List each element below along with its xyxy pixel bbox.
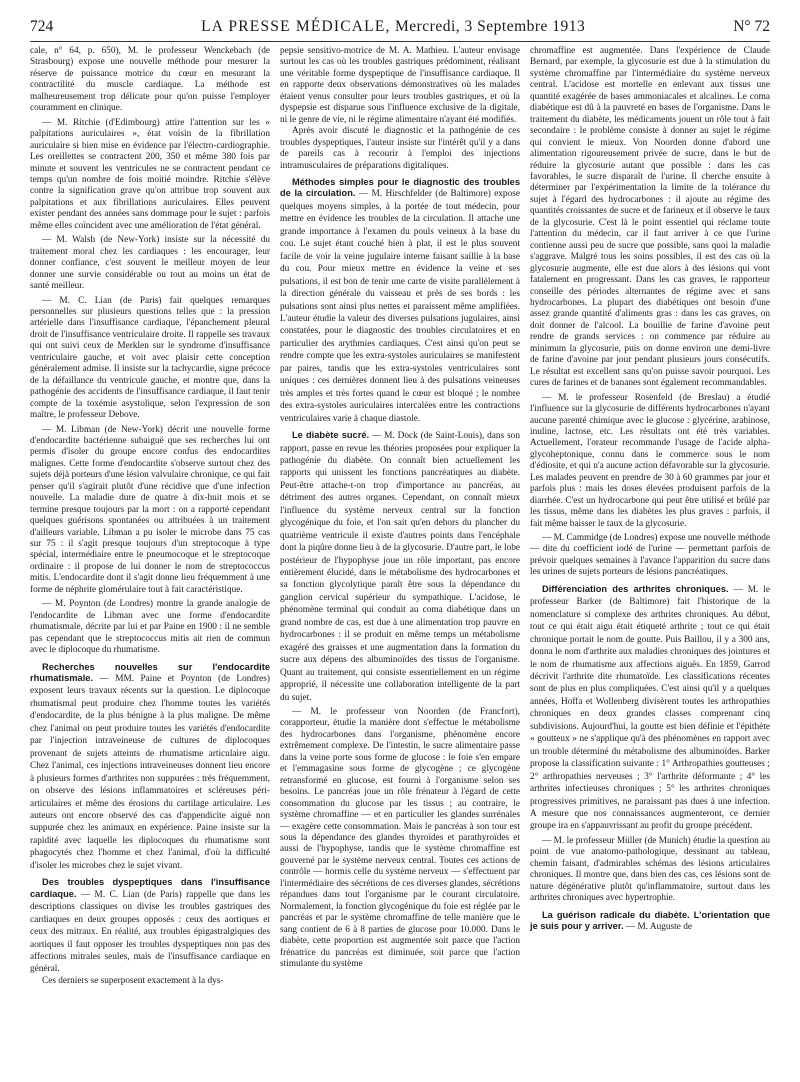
article-columns xyxy=(30,46,770,1076)
heading-text: — M. le professeur Barker (de Baltimore) fait l'historique de la nomenclature si complexe des arthrites chroniques. Au début, tout ce qui était aigu était étiqueté arthrite ; tout ce qui était chronique portait le nom de goutte. Puis Baillou, il y a 300 ans, donna le nom d'arthrite aux maladies chroniques des jointures et le nom de rhumatisme aux affections aiguës. En 1859, Garrod décrivit l'arthrite dite rhumatoïde. Les classifications récentes sont de plus en plus compliquées. C'est ainsi qu'il y a quelques années, Hoffa et Wollenberg divisèrent toutes les arthropathies chroniques en deux grandes classes comprenant cinq subdivisions. Aujourd'hui, la goutte est bien définie et l'épithète « goutteux » ne s'applique qu'à des phénomènes en rapport avec un trouble déterminé du métabolisme des albuminoïdes. Barker propose la classification suivante : 1° Arthropathies goutteuses ; 2° arthropathies nerveuses ; 3° l'arthrite déformante ; 4° les arthrites infectieuses chroniques ; 5° les arthrites chroniques progressives primitives, ne paraissant pas dues à une infection. A mesure que nos connaissances augmenteront, ce dernier groupe ira en s'appauvrissant au profit du groupe précédent. xyxy=(530,584,770,832)
section-heading xyxy=(30,662,270,873)
column-1 xyxy=(30,46,270,1076)
paragraph: chromaffine est augmentée. Dans l'expérience de Claude Bernard, par exemple, la glycosurie est due à la stimulation du système chromaffine par l'intermédiaire du système nerveux central. L'acidose est mortelle en enlevant aux tissus une quantité exagérée de bases ammoniacales et alcalines. Le coma diabétique est dû à la pauvreté en bases de l'organisme. Dans le traitement du diabète, les médicaments jouent un rôle tout à fait secondaire : le problème consiste à donner au sujet le régime qui convient le mieux. Von Noorden donne d'abord une alimentation rigoureusement privée de sucre, dans le but de réduire la glycosurie autant que possible : dans les cas favorables, le sucre disparaît de l'urine. Il cherche ensuite à déterminer par l'expérimentation la limite de la tolérance du sujet à l'égard des hydrocarbones : il ajoute au régime des quantités croissantes de sucre et de farineux et il observe le taux de la glycosurie. C'est là le point essentiel qui réclame toute l'attention du médecin, car il faut arriver à ce que l'urine contienne aussi peu de sucre que possible, sans quoi la maladie s'aggrave. Malgré tous les soins possibles, il est des cas où la glycosurie augmente, elle est due alors à des lésions qui vont fatalement en progressant. Dans les cas graves, le rapporteur conseille des périodes alternantes de régime avec et sans hydrocarbones. La plupart des diabétiques ont besoin d'une assez grande quantité d'aliments gras : dans les cas graves, on doit donner de l'alcool. La bouillie de farine d'avoine peut rendre de grands services : on commence par réduire au minimum la glycosurie, puis on donne environ une demi-livre de farine d'avoine par jour pendant plusieurs jours consécutifs. Le résultat est excellent sans qu'on puisse savoir pourquoi. Les cures de farines et de bananes sont également recommandables. xyxy=(530,46,770,389)
paragraph: — M. le professeur Rosenfeld (de Breslau) a étudié l'influence sur la glycosurie de différents hydrocarbones n'ayant aucune parenté chimique avec le glucose : glycérine, arabinose, inuline, lactose, etc. Les résultats ont été très variables. Actuellement, l'orateur recommande l'usage de l'acide alpha-glycoheptonique, connu dans le commerce sous le nom d'édiosite, et qui n'a aucune action défavorable sur la glycosurie. Les malades peuvent en prendre de 30 à 60 grammes par jour et parfois plus : mais les doses élevées produisent parfois de la diarrhée. C'est un hydrocarbone qui peut être utilisé et brûlé par les tissus, même dans les diabètes les plus graves : parfois, il fait même baisser le taux de la glycosurie. xyxy=(530,392,770,529)
paragraph: — M. C. Lian (de Paris) fait quelques remarques personnelles sur plusieurs questions telles que : la pression artérielle dans l'insuffisance cardiaque, l'épanchement pleural droit de l'insuffisance ventriculaire droite. Il rappelle ses travaux qui ont suivi ceux de Merklen sur le syndrome d'insuffisance ventriculaire gauche, et voit avec plaisir cette conception généralement admise. Il insiste sur la tachycardie, signe précoce de la défaillance du ventricule gauche, et montre que, dans la pathogénie des accidents de l'insuffisance cardiaque, il faut tenir compte de la toxémie asystolique, selon l'expression de son maître, le professeur Debove. xyxy=(30,295,270,421)
section-heading xyxy=(280,430,520,704)
heading-text: — MM. Paine et Poynton (de Londres) exposent leurs travaux récents sur la question. Le diplocoque rhumatismal peut produire chez l'homme toutes les variétés d'endocardite, de la plus bénigne à la plus maligne. De même chez l'animal on peut produire toutes les variétés d'endocardite par l'injection intraveineuse de cultures de diplocoques provenant de sujets atteints de rhumatisme articulaire aigu. Chez l'animal, ces injections intraveineuses donnent lieu encore à plusieurs formes d'arthrites non suppurées : très fréquemment, on observe des lésions inflammatoires et scléreuses péri-articulaires et même des érosions du cartilage articulaire. Les auteurs ont encore observé des cas d'appendicite aiguë non suppurée chez les animaux en expérience. Paine insiste sur la rapidité avec laquelle les diplocoques du rhumatisme sont phagocytés chez l'homme et chez l'animal, d'où la difficulté d'isoler les microbes chez le sujet vivant. xyxy=(30,674,270,871)
paragraph: — M. Ritchie (d'Edimbourg) attire l'attention sur les « palpitations auriculaires », état voisin de la fibrillation auriculaire si bien mise en évidence par l'électro-cardiographie. Les oreillettes se contractent 200, 350 et même 380 fois par minute et souvent les ventricules ne se contractent pendant ce temps qu'un nombre de fois moitié moindre. Ritchie s'élève contre la signification grave qu'on attribue trop souvent aux palpitations et aux fibrillations auriculaires. Elles peuvent exister pendant des années sans dommage pour le sujet : parfois même elles coïncident avec une amélioration de l'état général. xyxy=(30,117,270,231)
section-heading xyxy=(530,584,770,833)
paragraph: — M. le professeur Müller (de Munich) étudie la question au point de vue anatomo-pathologique, dessinant au tableau, chemin faisant, d'admirables schémas des lésions articulaires chroniques. Il montre que, dans bien des cas, ces lésions sont de nature dégénérative plutôt qu'inflammatoire, surtout dans les arthrites chroniques avec hypertrophie. xyxy=(530,835,770,904)
section-heading xyxy=(280,177,520,425)
heading-title: Des troubles dyspeptiques dans l'insuffisance cardiaque. xyxy=(30,877,270,899)
section-heading xyxy=(30,877,270,976)
heading-text: — M. C. Lian (de Paris) rappelle que dans les descriptions classiques on divise les troubles gastriques des cardiaques en deux groupes opposés : ceux des aortiques et ceux des mitraux. En réalité, aux troubles épigastralgiques des aortiques il faut opposer les troubles dyspeptiques non pas des affections mitrales seules, mais de l'insuffisance cardiaque en général. xyxy=(30,889,270,975)
page-number: 724 xyxy=(30,18,54,35)
issue-number: N° 72 xyxy=(733,18,770,35)
paragraph: — M. Poynton (de Londres) montre la grande analogie de l'endocardite de Libman avec une forme d'endocardite rhumatismale, décrite par lui et par Paine en 1900 : il ne semble pas cependant que le streptococcus mitis ait rien de commun avec le diplocoque du rhumatisme. xyxy=(30,599,270,656)
page-header xyxy=(30,18,770,40)
paragraph: — M. le professeur von Noorden (de Francfort), corapporteur, étudie la manière dont s'effectue le métabolisme des hydrocarbones dans l'organisme, phénomène encore extrêmement complexe. De l'intestin, le sucre alimentaire passe dans la veine porte sous forme de glucose : le foie s'en empare et l'emmagasine sous forme de glycogène ; ce glycogène retransformé en glucose, est fourni à l'organisme selon ses besoins. Le pancréas joue un rôle frénateur à l'égard de cette consommation du glucose par les tissus ; au contraire, le système chromaffine — et en particulier les glandes surrénales — exagère cette consommation. Mais le pancréas à son tour est sous la dépendance des glandes thyroïdes et parathyroïdes et aussi de l'hypophyse, tandis que le système chromaffine est gouverné par le système nerveux central. Toutes ces actions de contrôle — hormis celle du système nerveux — s'effectuent par l'intermédiaire des sécrétions de ces diverses glandes, sécrétions répandues dans tout l'organisme par le courant circulatoire. Normalement, la fonction glycogénique du foie est réglée par le pancréas et par le système chromaffine de telle manière que le sang contient de 6 à 8 parties de glucose pour 10.000. Dans le diabète, cette proportion est augmentée soit parce que l'action frénatrice du pancréas est diminuée, soit parce que l'action stimulante du système xyxy=(280,707,520,969)
paper-name: LA PRESSE MÉDICALE, xyxy=(201,18,391,35)
heading-text: — M. Dock (de Saint-Louis), dans son rapport, passe en revue les théories proposées pour expliquer la pathogénie du diabète. On connaît bien actuellement les rapports qui unissent les fonctions pancréatiques au diabète. Peut-être attache-t-on trop d'importance au pancréas, au détriment des autres organes. Cependant, on connaît mieux l'influence du système nerveux central sur la fonction glycogénique du foie, et l'on sait qu'en dehors du plancher du quatrième ventricule il existe d'autres points dans l'encéphale dont la piqûre donne lieu à de la glycosurie. D'autre part, le lobe postérieur de l'hypophyse joue un rôle important, pas encore entièrement élucidé, dans le métabolisme des hydrocarbones et sa fonction glycolytique paraît être sous la dépendance du ganglion cervical supérieur du sympathique. L'acidose, le phénomène terminal qui conduit au coma diabétique dans un grand nombre de cas, est due à une alimentation trop pauvre en hydrocarbones : il se produit en même temps un métabolisme exagéré des graisses et une augmentation dans la formation du sucre aux dépens des albuminoïdes des tissus de l'organisme. Quant au traitement, qui consiste essentiellement en un régime approprié, il nécessite une collaboration intelligente de la part du sujet. xyxy=(280,431,520,703)
heading-title: Différenciation des arthrites chroniques. xyxy=(542,583,729,594)
heading-title: Méthodes simples pour le diagnostic des troubles de la circulation. xyxy=(280,176,520,199)
paragraph: — M. Walsh (de New-York) insiste sur la nécessité du traitement moral chez les cardiaques : les encourager, leur donner confiance, c'est souvent le meilleur moyen de leur donner une survie considérable ou tout au moins un état de santé meilleur. xyxy=(30,235,270,292)
heading-title: Le diabète sucré. xyxy=(292,430,370,441)
header-rule xyxy=(30,41,770,42)
heading-title: La guérison radicale du diabète. L'orientation que je suis pour y arriver. xyxy=(530,909,770,932)
paragraph: — M. Cammidge (de Londres) expose une nouvelle méthode — dite du coefficient iodé de l'urine — permettant parfois de prévoir quelques semaines à l'avance l'apparition du sucre dans les urines de sujets porteurs de lésions pancréatiques. xyxy=(530,533,770,578)
heading-title: Recherches nouvelles sur l'endocardite rhumatismale. xyxy=(30,661,270,684)
paragraph: Après avoir discuté le diagnostic et la pathogénie de ces troubles dyspeptiques, l'auteur insiste sur l'intérêt qu'il y a dans de pareils cas à recourir à l'emploi des injections intramusculaires de préparations digitaliques. xyxy=(280,126,520,171)
issue-date: Mercredi, 3 Septembre 1913 xyxy=(394,18,586,35)
column-3 xyxy=(530,46,770,1076)
column-2 xyxy=(280,46,520,1076)
masthead xyxy=(201,18,585,36)
heading-text: — M. Hirschfelder (de Baltimore) expose quelques moyens simples, à la portée de tout médecin, pour mettre en évidence les troubles de la circulation. Il attache une grande importance à l'examen du pouls veineux à la base du cou. Le sujet étant couché bien à plat, il est le plus souvent facile de voir la veine jugulaire interne faisant saillie à la base du cou. Pour mieux mettre en évidence la veine et ses pulsations, il est bon de tenir une carte de visite parallèlement à la direction générale du vaisseau et près de ses bords : les pulsations sont ainsi plus nettes et paraissent même amplifiées. L'auteur étudie la valeur des diverses pulsations jugulaires, ainsi constatées, pour le diagnostic des troubles circulatoires et en particulier des arythmies cardiaques. C'est ainsi qu'on peut se rendre compte que les extra-systoles auriculaires se manifestent par paires, tandis que les extra-systoles ventriculaires sont uniques : ces dernières donnent lieu à des pulsations veineuses très amples et très fortes quand le cœur est bloqué ; le nombre des extra-systoles auriculaires intercalées entre les contractions ventriculaires varie à chaque diastole. xyxy=(280,189,520,424)
paragraph: pepsie sensitivo-motrice de M. A. Mathieu. L'auteur envisage surtout les cas où les troubles gastriques prédominent, réalisant une véritable forme dyspeptique de l'insuffisance cardiaque. Il en rapporte deux observations démonstratives où les malades étaient venus consulter pour leurs troubles gastriques, et où la dyspepsie est disparue sous l'influence exclusive de la digitale, ni le genre de vie, ni le régime alimentaire n'ayant été modifiés. xyxy=(280,46,520,125)
paragraph: cale, n° 64, p. 650), M. le professeur Wenckebach (de Strasbourg) expose une nouvelle méthode pour mesurer la réserve de puissance motrice du cœur en mesurant la contractilité du muscle cardiaque. La méthode est malheureusement trop délicate pour qu'on puisse l'employer couramment en clinique. xyxy=(30,46,270,114)
section-heading xyxy=(530,910,770,934)
paragraph: — M. Libman (de New-York) décrit une nouvelle forme d'endocardite bactérienne subaiguë que ses recherches lui ont permis d'isoler du groupe encore confus des endocardites malignes. Cette forme d'endocardite s'observe surtout chez des sujets déjà porteurs d'une lésion valvulaire chronique, ce qui fait penser qu'il s'agirait plutôt d'une récidive que d'une infection nouvelle. La maladie dure de quatre à dix-huit mois et se termine presque toujours par la mort : on a rapporté cependant quelques guérisons spontanées ou attribuées à un traitement d'ailleurs variable. Libman a pu isoler le microbe dans 75 cas sur 75 : il s'agit presque toujours d'un streptocoque à type spécial, intermédiaire entre le pneumocoque et le streptocoque ordinaire : il propose de lui donner le nom de streptococcus mitis. L'endocardite dont il s'agit donne lieu fréquemment à une forme de néphrite glomérulaire tout à fait caractéristique. xyxy=(30,424,270,595)
heading-text: — M. Auguste de xyxy=(623,922,692,933)
paragraph: Ces derniers se superposent exactement à la dys- xyxy=(42,975,224,986)
